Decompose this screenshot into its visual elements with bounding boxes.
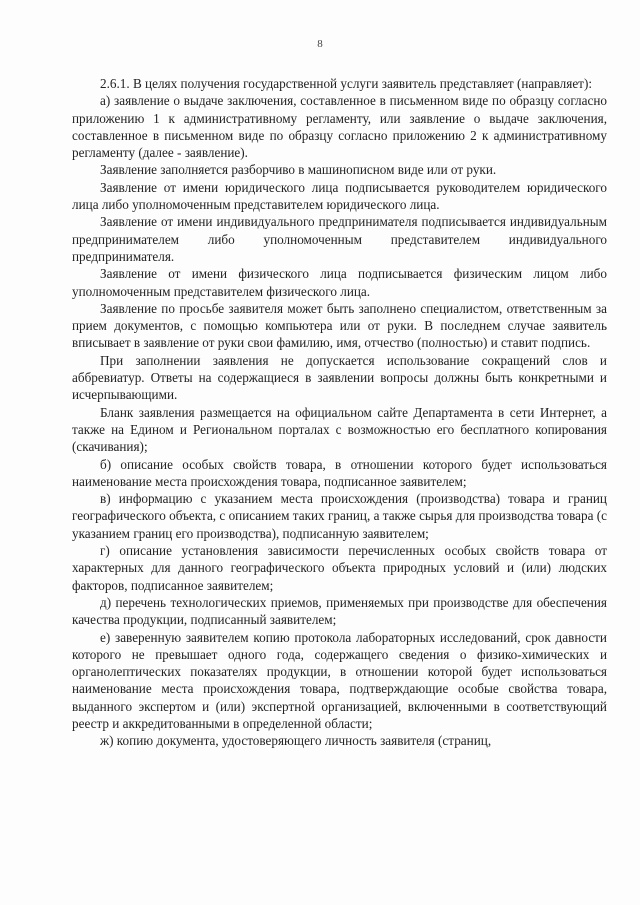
paragraph: Заявление от имени индивидуального предпринимателя подписывается индивидуальным предпринимателем либо уполномоченным представителем индивидуального предпринимателя. bbox=[72, 214, 607, 264]
paragraph: Заявление от имени физического лица подписывается физическим лицом либо уполномоченным представителем физического лица. bbox=[72, 266, 607, 299]
paragraph: При заполнении заявления не допускается использование сокращений слов и аббревиатур. Ответы на содержащиеся в заявлении вопросы должны быть конкретными и исчерпывающими. bbox=[72, 352, 607, 403]
document-body bbox=[72, 75, 607, 750]
paragraph: б) описание особых свойств товара, в отношении которого будет использоваться наименование места происхождения товара, подписанное заявителем; bbox=[72, 456, 607, 489]
paragraph: 2.6.1. В целях получения государственной услуги заявитель представляет (направляет): bbox=[100, 76, 592, 91]
paragraph: Бланк заявления размещается на официальном сайте Департамента в сети Интернет, а также на Едином и Региональном порталах с возможностью его бесплатного копирования (скачивания); bbox=[72, 404, 607, 455]
paragraph: а) заявление о выдаче заключения, составленное в письменном виде по образцу согласно приложению 1 к административному регламенту, или заявление о выдаче заключения, составленное в письменном виде по образцу согласно приложению 2 к административному регламенту (далее - заявление). bbox=[72, 93, 607, 161]
paragraph: г) описание установления зависимости перечисленных особых свойств товара от характерных для данного географического объекта природных условий и (или) людских факторов, подписанное заявителем; bbox=[72, 543, 607, 593]
page-number: 8 bbox=[317, 38, 323, 50]
paragraph: Заявление от имени юридического лица подписывается руководителем юридического лица либо уполномоченным представителем юридического лица. bbox=[72, 179, 607, 213]
paragraph: Заявление заполняется разборчиво в машинописном виде или от руки. bbox=[100, 162, 497, 178]
paragraph: е) заверенную заявителем копию протокола лабораторных исследований, срок давности которого не превышает одного года, содержащего сведения о физико-химических и органолептических показателях продукции, в отношении которой будет использоваться наименование места происхождения товара, подтверждающие особые свойства товара, выданного экспертом и (или) экспертной организацией, включенными в соответствующий реестр и аккредитованными в определенной области; bbox=[72, 629, 607, 731]
paragraph: в) информацию с указанием места происхождения (производства) товара и границ географического объекта, с описанием таких границ, а также сырья для производства товара (с указанием границ его производства), подписанную заявителем; bbox=[72, 491, 607, 541]
paragraph: Заявление по просьбе заявителя может быть заполнено специалистом, ответственным за прием документов, с помощью компьютера или от руки. В последнем случае заявитель вписывает в заявление от руки свои фамилию, имя, отчество (полностью) и ставит подпись. bbox=[72, 300, 607, 351]
paragraph: ж) копию документа, удостоверяющего личность заявителя (страниц, bbox=[100, 733, 492, 749]
paragraph: д) перечень технологических приемов, применяемых при производстве для обеспечения качества продукции, подписанный заявителем; bbox=[72, 594, 607, 628]
